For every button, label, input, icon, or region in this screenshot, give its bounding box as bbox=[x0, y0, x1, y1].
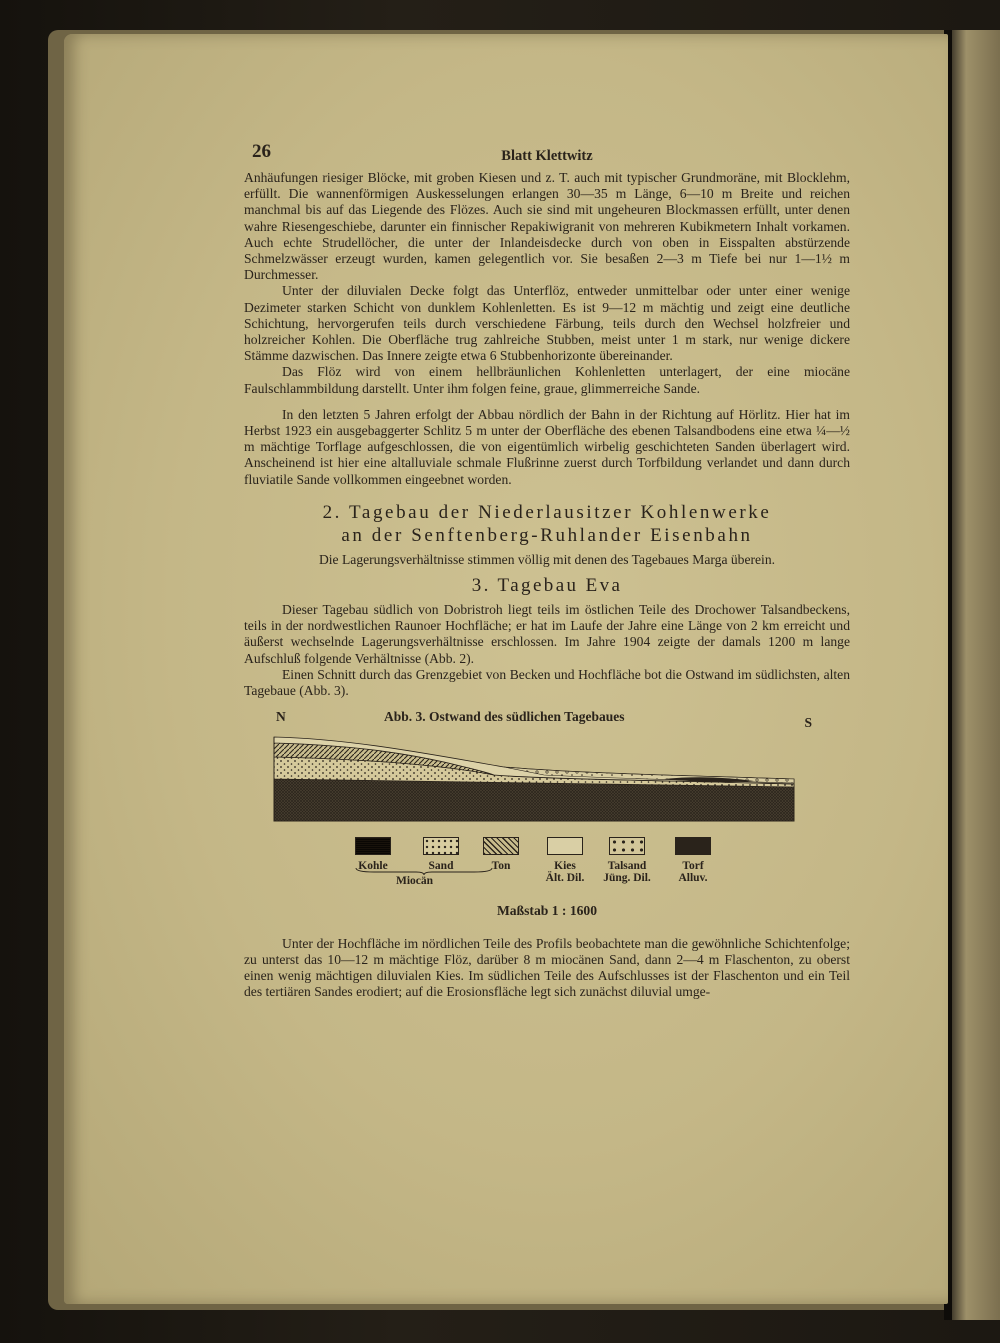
profile-layers bbox=[274, 737, 794, 821]
paragraph: Unter der diluvialen Decke folgt das Unterflöz, entweder unmittelbar oder unter einer wenige Dezimeter starken Schicht von dunklem Kohlenletten. Es ist 9—12 m mächtig und zeigt eine deutliche Schichtung, hervorgerufen teils durch verschiedene Färbung, teils durch den Wechsel holzfreier und holzreicher Kohlen. Die Oberfläche trug zahlreiche Stubben, meist unter 1 m stark, nur wenige dickere Stämme dazwischen. Das Innere zeigte etwa 6 Stubbenhorizonte übereinander. bbox=[244, 283, 850, 364]
figure-abb-3 bbox=[244, 709, 850, 919]
page-number: 26 bbox=[252, 141, 271, 162]
section-heading-2-line1: 2. Tagebau der Niederlausitzer Kohlenwerke bbox=[322, 501, 772, 523]
legend-label: Kies bbox=[554, 860, 576, 873]
legend-item-kies bbox=[530, 837, 600, 884]
running-head: Blatt Klettwitz bbox=[501, 148, 593, 164]
section-2-text: Die Lagerungsverhältnisse stimmen völlig mit denen des Tagebaues Marga überein. bbox=[318, 551, 776, 567]
paragraph: Anhäufungen riesiger Blöcke, mit groben Kiesen und z. T. auch mit typischer Grundmoräne, mit Blocklehm, erfüllt. Die wannenförmigen Auskesselungen erlangen 30—35 m Länge, 6—10 m Breite und reichen manchmal bis auf das Liegende des Flözes. Auch sie sind mit ungeheuren Blockmassen erfüllt, unter denen wahre Riesengeschiebe, darunter ein finnischer Repakiwigranit von mehreren Kubikmetern Inhalt vorkamen. Auch echte Strudellöcher, die unter der Inlandeisdecke durch von oben in Eisspalten abstürzende Schmelzwässer erzeugt wurden, kamen gelegentlich vor. Sie besaßen 2—3 m Tiefe bei nur 1—1½ m Durchmesser. bbox=[244, 170, 850, 283]
page-content bbox=[244, 140, 850, 1001]
page-header bbox=[244, 140, 850, 170]
swatch-talsand bbox=[609, 837, 645, 855]
legend-label: Sand bbox=[428, 860, 454, 873]
legend-sublabel: Alluv. bbox=[678, 872, 708, 885]
north-label: N bbox=[276, 709, 286, 725]
swatch-kies bbox=[547, 837, 583, 855]
paragraph: Unter der Hochfläche im nördlichen Teile des Profils beobachtete man die gewöhnliche Schichtenfolge; zu unterst das 10—12 m mächtige Flöz, darüber 8 m miocänen Sand, dann 2—4 m Flaschenton, zu oberst einen wenig mächtigen diluvialen Kies. Im südlichen Teile des Aufschlusses ist der Flaschenton und ein Teil des tertiären Sandes erodiert; auf die Erosionsfläche legt sich zunächst diluvial umge- bbox=[244, 935, 850, 1000]
swatch-sand bbox=[423, 837, 459, 855]
section-heading-2-line2: an der Senftenberg-Ruhlander Eisenbahn bbox=[341, 524, 753, 546]
paragraph: Das Flöz wird von einem hellbräunlichen Kohlenletten unterlagert, der eine miocäne Faulschlammbildung darstellt. Unter ihm folgen feine, graue, glimmerreiche Sande. bbox=[244, 364, 850, 396]
paragraph: Dieser Tagebau südlich von Dobristroh liegt teils im östlichen Teile des Drochower Talsandbeckens, teils in der nordwestlichen Raunoer Hochfläche; er hat im Laufe der Jahre eine Länge von 2 km erreicht und äußerst wechselnde Lagerungsverhältnisse erschlossen. Im Jahre 1904 zeigte der damals 1200 m lange Aufschluß folgende Verhältnisse (Abb. 2). bbox=[244, 602, 850, 666]
figure-caption-row bbox=[244, 709, 850, 729]
facing-page-edge bbox=[948, 30, 1000, 1320]
legend-label: Ton bbox=[491, 860, 511, 873]
swatch-torf bbox=[675, 837, 711, 855]
legend-sublabel: Ält. Dil. bbox=[545, 872, 585, 885]
figure-scale: Maßstab 1 : 1600 bbox=[496, 903, 598, 919]
legend-label: Talsand bbox=[607, 860, 647, 873]
legend-item-talsand bbox=[592, 837, 662, 884]
section-heading-3: 3. Tagebau Eva bbox=[471, 575, 623, 597]
legend-sublabel: Jüng. Dil. bbox=[603, 872, 651, 885]
paragraph: Einen Schnitt durch das Grenzgebiet von Becken und Hochfläche bot die Ostwand im südlichsten, alten Tagebaue (Abb. 3). bbox=[244, 666, 850, 699]
figure-caption: Abb. 3. Ostwand des südlichen Tagebaues bbox=[384, 709, 625, 725]
swatch-kohle bbox=[355, 837, 391, 855]
legend-label: Torf bbox=[682, 860, 704, 873]
legend-label: Kohle bbox=[358, 860, 388, 873]
group-label-miocan: Miocän bbox=[396, 875, 434, 888]
legend-item-torf bbox=[658, 837, 728, 884]
south-label: S bbox=[804, 715, 812, 731]
geological-profile bbox=[244, 729, 850, 829]
paragraph: In den letzten 5 Jahren erfolgt der Abbau nördlich der Bahn in der Richtung auf Hörlitz. Hier hat im Herbst 1923 ein ausgebaggerter Schlitz 5 m unter der Oberfläche des ebenen Talsandbodens eine etwa ¼—½ m mächtige Torflage aufgeschlossen, die von eigentümlich wirbelig geschichteten Sanden überlagert wird. Anscheinend ist hier eine altalluviale schmale Flußrinne zuerst durch Torfbildung verlandet und dann durch fluviatile Sande vollkommen eingeebnet worden. bbox=[244, 406, 850, 487]
swatch-ton bbox=[483, 837, 519, 855]
figure-legend bbox=[244, 837, 850, 897]
